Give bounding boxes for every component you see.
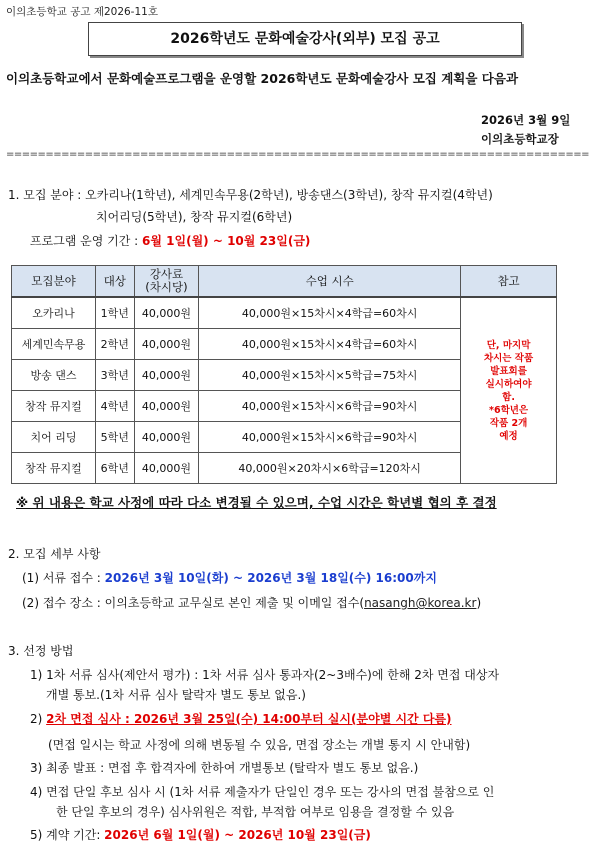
col-header-grade: 대상 [95, 266, 134, 298]
col-header-field: 모집분야 [12, 266, 96, 298]
cell-field: 창작 뮤지컬 [12, 453, 96, 484]
submission-period-label: (1) 서류 접수 : [22, 571, 105, 585]
cell-field: 치어 리딩 [12, 422, 96, 453]
step1-line2: 개별 통보.(1차 서류 심사 탈락자 별도 통보 없음.) [46, 688, 306, 702]
program-period [30, 232, 310, 249]
section3-heading: 3. 선정 방법 [8, 644, 74, 658]
principal-name: 이의초등학교장 [481, 132, 559, 146]
cell-hours: 40,000원×15차시×4학급=60차시 [199, 297, 461, 329]
step5-value: 2026년 6월 1일(월) ~ 2026년 10월 23일(금) [104, 828, 371, 842]
cell-fee: 40,000원 [134, 297, 199, 329]
step2 [30, 710, 452, 727]
cell-hours: 40,000원×15차시×5학급=75차시 [199, 360, 461, 391]
section2-heading: 2. 모집 세부 사항 [8, 547, 101, 561]
table-header-row [12, 266, 557, 298]
step5 [30, 826, 371, 843]
cell-fee: 40,000원 [134, 391, 199, 422]
schedule-table [11, 265, 557, 484]
step1-line1: 1) 1차 서류 심사(제안서 평가) : 1차 서류 심사 통과자(2~3배수)에 한해 2차 면접 대상자 [30, 668, 500, 682]
notice-date: 2026년 3월 9일 [481, 113, 571, 127]
email-link[interactable]: nasangh@korea.kr [364, 596, 477, 610]
cell-grade: 2학년 [95, 329, 134, 360]
cell-note: 단, 마지막 차시는 작품 발표회를 실시하여야 함. *6학년은 작품 2개 예정 [461, 297, 557, 484]
intro-text: 이의초등학교에서 문화예술프로그램을 운영할 2026학년도 문화예술강사 모집 계획을 다음과 [6, 71, 519, 86]
cell-grade: 3학년 [95, 360, 134, 391]
cell-hours: 40,000원×15차시×6학급=90차시 [199, 391, 461, 422]
step4-line2: 한 단일 후보의 경우) 심사위원은 적합, 부적합 여부로 임용을 결정할 수 있음 [56, 805, 455, 819]
notice-number: 이의초등학교 공고 제2026-11호 [6, 6, 158, 18]
cell-field: 방송 댄스 [12, 360, 96, 391]
submission-place [22, 594, 481, 611]
cell-hours: 40,000원×20차시×6학급=120차시 [199, 453, 461, 484]
cell-hours: 40,000원×15차시×4학급=60차시 [199, 329, 461, 360]
page-title: 2026학년도 문화예술강사(외부) 모집 공고 [170, 31, 440, 47]
section1-line2: 치어리딩(5학년), 창작 뮤지컬(6학년) [96, 210, 293, 224]
cell-grade: 5학년 [95, 422, 134, 453]
submission-period-value: 2026년 3월 10일(화) ~ 2026년 3월 18일(수) 16:00까지 [104, 571, 437, 585]
step2-number: 2) [30, 712, 47, 726]
cell-grade: 4학년 [95, 391, 134, 422]
col-header-note: 참고 [461, 266, 557, 298]
section1-heading: 1. 모집 분야 : 오카리나(1학년), 세계민속무용(2학년), 방송댄스(3학년), 창작 뮤지컬(4학년) [8, 188, 493, 202]
submission-place-label: (2) 접수 장소 : 이의초등학교 교무실로 본인 제출 및 이메일 접수( [22, 596, 365, 610]
cell-field: 창작 뮤지컬 [12, 391, 96, 422]
divider-rule: ========================================================================== [6, 149, 590, 160]
step5-label: 5) 계약 기간: [30, 828, 105, 842]
cell-fee: 40,000원 [134, 453, 199, 484]
cell-grade: 1학년 [95, 297, 134, 329]
step2-note: (면접 일시는 학교 사정에 의해 변동될 수 있음, 면접 장소는 개별 통지 시 안내함) [48, 738, 471, 752]
col-header-fee: 강사료 (차시당) [134, 266, 199, 298]
submission-period [22, 569, 437, 586]
cell-grade: 6학년 [95, 453, 134, 484]
cell-fee: 40,000원 [134, 422, 199, 453]
step2-text: 2차 면접 심사 : 2026년 3월 25일(수) 14:00부터 실시(분야별 시간 다름) [46, 712, 452, 726]
cell-field: 오카리나 [12, 297, 96, 329]
cell-field: 세계민속무용 [12, 329, 96, 360]
table-row [12, 297, 557, 329]
step4-line1: 4) 면접 단일 후보 심사 시 (1차 서류 제출자가 단일인 경우 또는 강사의 면접 불참으로 인 [30, 785, 495, 799]
col-header-hours: 수업 시수 [199, 266, 461, 298]
title-box [88, 22, 522, 56]
cell-hours: 40,000원×15차시×6학급=90차시 [199, 422, 461, 453]
cell-fee: 40,000원 [134, 329, 199, 360]
warning-note: ※ 위 내용은 학교 사정에 따라 다소 변경될 수 있으며, 수업 시간은 학년별 협의 후 결정 [16, 495, 497, 510]
cell-fee: 40,000원 [134, 360, 199, 391]
step3: 3) 최종 발표 : 면접 후 합격자에 한하여 개별통보 (탈락자 별도 통보 없음.) [30, 761, 419, 775]
program-period-value: 6월 1일(월) ~ 10월 23일(금) [142, 234, 311, 248]
submission-place-end: ) [476, 596, 482, 610]
program-period-label: 프로그램 운영 기간 : [30, 234, 143, 248]
